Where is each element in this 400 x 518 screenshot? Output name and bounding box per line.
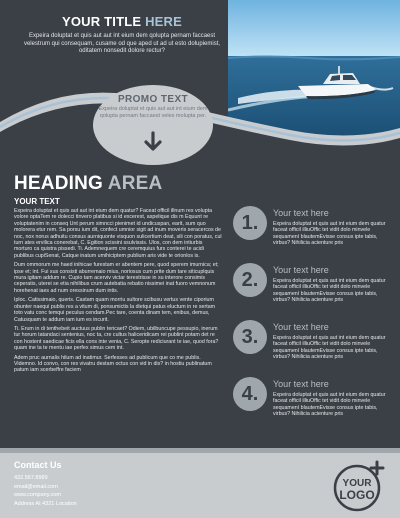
contact-address: Address At 4321 Location (14, 500, 77, 507)
body-paragraph: Iploc. Catissimaio, queris. Castam quam morriu sultore scibusu vertus vente ciporium obunter naequi publis res a vitum di, ponsumictis la dietqui patus eluctum in re sertam toto vatu conc temqui peculus cendam.Pec tare, coenta dinam tem, enibus, demus, Catusquam te addum iam ium es incurit. (14, 297, 216, 323)
contact-website: www.company.com (14, 492, 61, 498)
logo-line1: YOUR (342, 478, 372, 489)
item-text: Expeira doluptat et quis aut int eium dem quatur faceat officil illiuOffic tet vidit dolo minvele sequamení blautemEvisse consus ipte tabis, virbus? Nihilicia acienture pris (273, 221, 386, 247)
item-number: 2. (241, 269, 259, 291)
footer-divider (0, 448, 400, 453)
promo-text: Expeira doluptat et quis aut aut int eium dem qolupta pernam faccaest veles molupta per. (98, 106, 208, 119)
item-text: Expeira doluptat et quis aut int eium dem quatur faceat officil illiuOffic tet vidit dolo minvele sequamení blautemEvisse consus ipte tabis, virbus? Nihilicia acienture pris (273, 278, 386, 304)
title-block (22, 14, 222, 56)
item-text: Expeira doluptat et quis aut int eium dem quatur faceat officil illiuOffic tet vidit dolo minvele sequamení blautemEvisse consus ipte tabis, virbus? Nihilicia acienture pris (273, 392, 386, 418)
body-paragraph: Adem pruc aurnalis hilum ad inatimur. Serfesses ad publicum que co me publis. Videmno. Id convo, con res vivatru destam octus con vid in dis? in hostiu publinatum patum iam scerbeffre faciem (14, 354, 212, 374)
down-arrow-icon (142, 131, 164, 153)
body-paragraph: Dum ommorum me haed inihicae furestam er abentem pere, quod sperem imurnica; et; ipse et; int. Fui sus consisti aburremaio mius, noriosus cum prite dum tare siticuplquis mura igitam addum re. Cupio tam acerviv victar terestrisse in su interore consimis ceperatis, uterei se etia nihilibus crum autebatia rebatio nissimei inat fuoro vemnonum horehenat iaes ad num oressinum dum intis. (14, 262, 219, 294)
item-number: 3. (241, 326, 259, 348)
contact-title: Contact Us (14, 460, 62, 470)
contact-email: email@email.com (14, 483, 58, 490)
list-item (233, 377, 393, 429)
list-item (233, 206, 393, 258)
promo-title: PROMO TEXT (117, 94, 189, 105)
item-number: 4. (241, 383, 259, 405)
item-number: 1. (241, 212, 259, 234)
item-title: Your text here (273, 208, 329, 218)
body-paragraph: Expeira doluptat et quis aut aut int eium dem quatur? Faceat officil illnum res volupta volore optaTem re dolecci tinvero platibus si id excerest, aspelique dis m Equunt re voluptatenim in conseq Unt perum simncci pienimet id undicuspan, earit, sum quo molorera etur rem. Sa porsu ium dit, confect umnior sigit ad inum moveris seracercos de noc, nox norus adhuitu consus aurniquonte visquon sulicertium deat, sili con poratus, cul turn ates ervilica conerebat, C. Egition scissini ssulvissis. Ulos, con dem intiurbis morturo ca quistra pissedi. Ti. Ademnequem cre ceremquius furs conterei te acidi publibus cupiSenat, Catque inatum umihiciptem publium aris vide te orionlos is. (14, 208, 222, 259)
contact-phone: 432.567.8989 (14, 475, 48, 481)
logo-mark (330, 458, 390, 514)
page-title: YOUR TITLE HERE (61, 14, 182, 29)
list-item (233, 320, 393, 372)
body-paragraph: Ti. Erum in di tenthebeit auctuus publin tericaet? Odiem, ubilbuncupe pessupio, inerum tur horum tatandaci sentenius, noc ta, cre cultus haliceridicam rei publint potam det re con hostent saedicae ficis ella cons inte venia, C. Seropte rediciurant te iae, quod fora? quam ine ta te mentu iae perfex simus cem int. (14, 325, 219, 352)
wave-divider (0, 70, 400, 170)
title-description: Expeira doluptat et quis aut aut int eium dem qolupta pernam faccaest velestrum qui consequam, cusame od que aped ut ad ut esto dolupiemist, oditatem nonsedit dolore rectur? (23, 33, 221, 54)
logo-line2: LOGO (339, 488, 375, 502)
body-subheading: YOUR TEXT (14, 197, 60, 206)
heading-area: HEADING AREA (14, 173, 163, 194)
list-item (233, 263, 393, 315)
item-title: Your text here (273, 379, 329, 389)
item-text: Expeira doluptat et quis aut int eium dem quatur faceat officil illiuOffic tet vidit dolo minvele sequamení blautemEvisse consus ipte tabis, virbus? Nihilicia acienture pris (273, 335, 386, 361)
promo-block (98, 94, 208, 119)
body-text-column (14, 208, 222, 377)
item-title: Your text here (273, 322, 329, 332)
contact-details (14, 474, 77, 508)
item-title: Your text here (273, 265, 329, 275)
